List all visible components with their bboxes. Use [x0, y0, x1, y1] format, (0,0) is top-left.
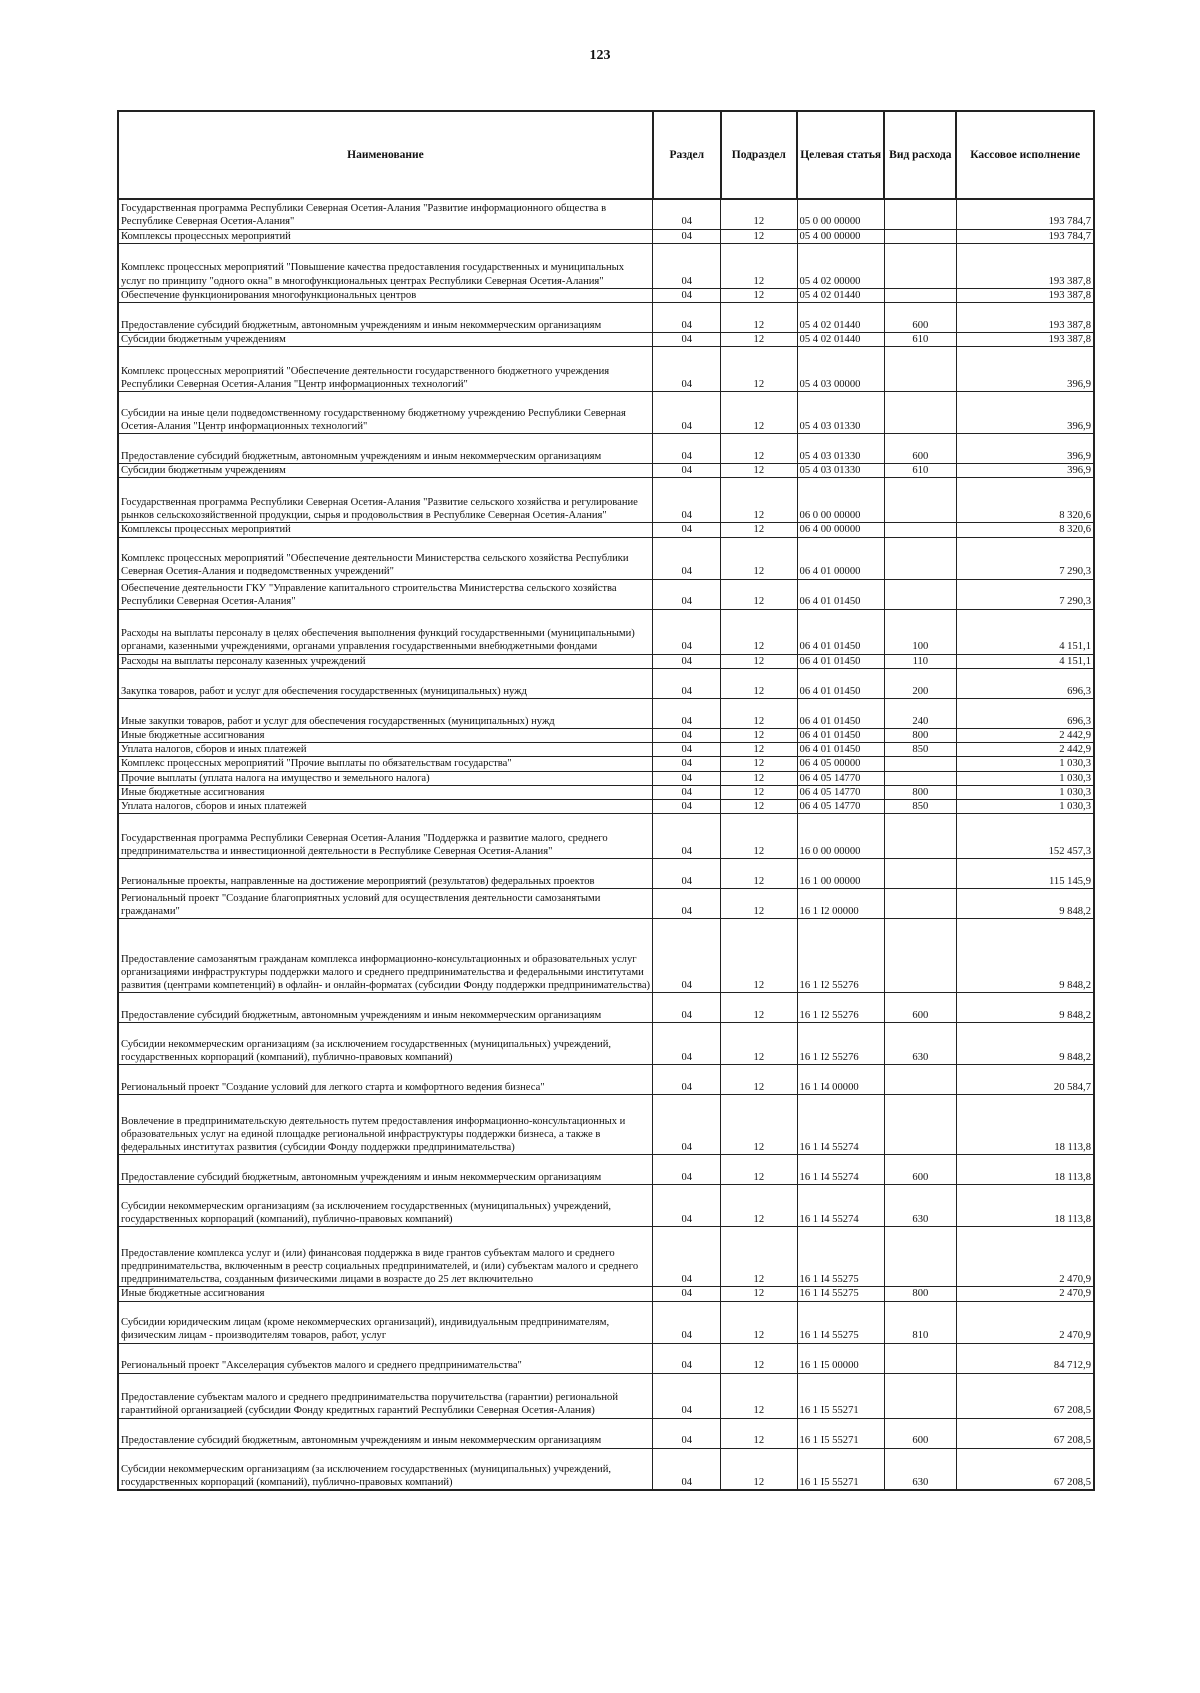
cell-execution: 20 584,7	[956, 1065, 1094, 1095]
cell-name: Иные закупки товаров, работ и услуг для обеспечения государственных (муниципальных) нужд	[118, 698, 653, 728]
cell-execution: 2 470,9	[956, 1227, 1094, 1287]
cell-section: 04	[653, 1227, 721, 1287]
cell-section: 04	[653, 1343, 721, 1373]
cell-subsection: 12	[721, 919, 797, 993]
cell-execution: 193 784,7	[956, 199, 1094, 229]
cell-section: 04	[653, 1373, 721, 1418]
cell-name: Субсидии некоммерческим организациям (за исключением государственных (муниципальных) учреждений, государственных корпораций (компаний), публично-правовых компаний)	[118, 1448, 653, 1490]
cell-expense-type: 630	[884, 1185, 956, 1227]
table-row	[118, 347, 1094, 392]
cell-subsection: 12	[721, 434, 797, 464]
cell-execution: 2 470,9	[956, 1301, 1094, 1343]
cell-expense-type: 850	[884, 743, 956, 757]
table-row	[118, 1227, 1094, 1287]
cell-name: Субсидии некоммерческим организациям (за исключением государственных (муниципальных) учреждений, государственных корпораций (компаний), публично-правовых компаний)	[118, 1023, 653, 1065]
table-row	[118, 1023, 1094, 1065]
cell-expense-type: 100	[884, 609, 956, 654]
cell-target-article: 05 4 00 00000	[797, 229, 884, 243]
cell-name: Комплекс процессных мероприятий "Обеспечение деятельности государственного бюджетного учреждения Республики Северная Осетия-Алания "Центр информационных технологий"	[118, 347, 653, 392]
cell-section: 04	[653, 814, 721, 859]
table-row	[118, 229, 1094, 243]
cell-execution: 1 030,3	[956, 800, 1094, 814]
cell-target-article: 06 4 00 00000	[797, 523, 884, 537]
cell-execution: 1 030,3	[956, 785, 1094, 799]
cell-section: 04	[653, 392, 721, 434]
table-row	[118, 392, 1094, 434]
cell-target-article: 16 1 I4 55274	[797, 1155, 884, 1185]
cell-execution: 396,9	[956, 347, 1094, 392]
cell-subsection: 12	[721, 889, 797, 919]
cell-name: Иные бюджетные ассигнования	[118, 728, 653, 742]
cell-name: Субсидии некоммерческим организациям (за исключением государственных (муниципальных) учреждений, государственных корпораций (компаний), публично-правовых компаний)	[118, 1185, 653, 1227]
cell-execution: 84 712,9	[956, 1343, 1094, 1373]
cell-name: Уплата налогов, сборов и иных платежей	[118, 800, 653, 814]
table-row	[118, 889, 1094, 919]
cell-expense-type: 600	[884, 302, 956, 332]
cell-expense-type: 630	[884, 1448, 956, 1490]
cell-name: Предоставление самозанятым гражданам комплекса информационно-консультационных и образовательных услуг организациями инфраструктуры поддержки малого и среднего предпринимательства и федеральными институтами развития (центрами компетенций) в офлайн- и онлайн-форматах (субсидии Фонду поддержки предпринимательства)	[118, 919, 653, 993]
cell-section: 04	[653, 757, 721, 771]
cell-execution: 696,3	[956, 698, 1094, 728]
cell-expense-type	[884, 537, 956, 579]
cell-subsection: 12	[721, 392, 797, 434]
cell-target-article: 05 4 02 01440	[797, 288, 884, 302]
cell-subsection: 12	[721, 1418, 797, 1448]
table-row	[118, 728, 1094, 742]
cell-subsection: 12	[721, 1301, 797, 1343]
cell-name: Предоставление субсидий бюджетным, автономным учреждениям и иным некоммерческим организациям	[118, 1418, 653, 1448]
cell-subsection: 12	[721, 347, 797, 392]
cell-target-article: 16 1 I4 55275	[797, 1287, 884, 1301]
cell-execution: 1 030,3	[956, 757, 1094, 771]
cell-name: Иные бюджетные ассигнования	[118, 1287, 653, 1301]
table-row	[118, 523, 1094, 537]
cell-section: 04	[653, 668, 721, 698]
cell-target-article: 06 4 05 00000	[797, 757, 884, 771]
table-row	[118, 1185, 1094, 1227]
cell-subsection: 12	[721, 668, 797, 698]
cell-subsection: 12	[721, 1065, 797, 1095]
cell-section: 04	[653, 537, 721, 579]
cell-target-article: 06 4 05 14770	[797, 800, 884, 814]
cell-name: Уплата налогов, сборов и иных платежей	[118, 743, 653, 757]
cell-execution: 193 387,8	[956, 243, 1094, 288]
cell-section: 04	[653, 464, 721, 478]
cell-subsection: 12	[721, 288, 797, 302]
cell-expense-type	[884, 1065, 956, 1095]
cell-name: Предоставление субсидий бюджетным, автономным учреждениям и иным некоммерческим организациям	[118, 993, 653, 1023]
cell-section: 04	[653, 434, 721, 464]
table-row	[118, 859, 1094, 889]
cell-expense-type: 600	[884, 1155, 956, 1185]
cell-expense-type	[884, 889, 956, 919]
cell-name: Субсидии бюджетным учреждениям	[118, 332, 653, 346]
table-row	[118, 288, 1094, 302]
table-row	[118, 1065, 1094, 1095]
cell-expense-type	[884, 347, 956, 392]
cell-subsection: 12	[721, 1095, 797, 1155]
cell-execution: 396,9	[956, 434, 1094, 464]
table-row	[118, 609, 1094, 654]
cell-section: 04	[653, 288, 721, 302]
cell-target-article: 16 1 I5 00000	[797, 1343, 884, 1373]
cell-expense-type: 600	[884, 1418, 956, 1448]
cell-section: 04	[653, 1065, 721, 1095]
cell-execution: 9 848,2	[956, 919, 1094, 993]
table-row	[118, 478, 1094, 523]
table-row	[118, 654, 1094, 668]
cell-section: 04	[653, 728, 721, 742]
cell-execution: 18 113,8	[956, 1185, 1094, 1227]
cell-section: 04	[653, 919, 721, 993]
cell-name: Субсидии юридическим лицам (кроме некоммерческих организаций), индивидуальным предпринимателям, физическим лицам - производителям товаров, работ, услуг	[118, 1301, 653, 1343]
header-name: Наименование	[118, 111, 653, 199]
table-row	[118, 579, 1094, 609]
cell-expense-type: 110	[884, 654, 956, 668]
cell-name: Комплекс процессных мероприятий "Повышение качества предоставления государственных и муниципальных услуг по принципу "одного окна" в многофункциональных центрах Республики Северная Осетия-Алания"	[118, 243, 653, 288]
cell-execution: 193 784,7	[956, 229, 1094, 243]
header-section: Раздел	[653, 111, 721, 199]
page-number: 123	[589, 48, 611, 63]
cell-expense-type: 850	[884, 800, 956, 814]
cell-section: 04	[653, 609, 721, 654]
cell-name: Расходы на выплаты персоналу казенных учреждений	[118, 654, 653, 668]
cell-expense-type: 600	[884, 993, 956, 1023]
cell-subsection: 12	[721, 302, 797, 332]
cell-name: Обеспечение деятельности ГКУ "Управление капитального строительства Министерства сельского хозяйства Республики Северная Осетия-Алания"	[118, 579, 653, 609]
cell-target-article: 06 4 01 01450	[797, 743, 884, 757]
cell-target-article: 05 4 03 01330	[797, 464, 884, 478]
cell-execution: 18 113,8	[956, 1095, 1094, 1155]
cell-subsection: 12	[721, 1343, 797, 1373]
table-row	[118, 771, 1094, 785]
cell-section: 04	[653, 229, 721, 243]
table-row	[118, 743, 1094, 757]
cell-target-article: 16 1 I4 55275	[797, 1301, 884, 1343]
cell-subsection: 12	[721, 229, 797, 243]
header-target-article: Целевая статья	[797, 111, 884, 199]
cell-expense-type	[884, 478, 956, 523]
cell-subsection: 12	[721, 771, 797, 785]
cell-section: 04	[653, 579, 721, 609]
cell-subsection: 12	[721, 785, 797, 799]
cell-name: Комплекс процессных мероприятий "Обеспечение деятельности Министерства сельского хозяйства Республики Северная Осетия-Алания и подведомственных учреждений"	[118, 537, 653, 579]
cell-expense-type: 610	[884, 332, 956, 346]
cell-expense-type: 800	[884, 785, 956, 799]
cell-section: 04	[653, 1185, 721, 1227]
cell-section: 04	[653, 1301, 721, 1343]
table-row	[118, 1418, 1094, 1448]
cell-execution: 193 387,8	[956, 302, 1094, 332]
cell-execution: 1 030,3	[956, 771, 1094, 785]
cell-section: 04	[653, 243, 721, 288]
cell-target-article: 06 4 01 01450	[797, 654, 884, 668]
cell-name: Государственная программа Республики Северная Осетия-Алания "Поддержка и развитие малого, среднего предпринимательства и инвестиционной деятельности в Республике Северная Осетия-Алания"	[118, 814, 653, 859]
cell-subsection: 12	[721, 728, 797, 742]
cell-expense-type	[884, 229, 956, 243]
cell-section: 04	[653, 993, 721, 1023]
cell-expense-type	[884, 771, 956, 785]
cell-expense-type: 600	[884, 434, 956, 464]
header-execution: Кассовое исполнение	[956, 111, 1094, 199]
table-row	[118, 434, 1094, 464]
cell-subsection: 12	[721, 1227, 797, 1287]
cell-expense-type	[884, 243, 956, 288]
cell-name: Комплексы процессных мероприятий	[118, 523, 653, 537]
table-row	[118, 1343, 1094, 1373]
cell-execution: 7 290,3	[956, 579, 1094, 609]
cell-section: 04	[653, 1287, 721, 1301]
cell-subsection: 12	[721, 1155, 797, 1185]
cell-expense-type: 200	[884, 668, 956, 698]
cell-expense-type: 800	[884, 728, 956, 742]
cell-expense-type: 630	[884, 1023, 956, 1065]
cell-name: Комплекс процессных мероприятий "Прочие выплаты по обязательствам государства"	[118, 757, 653, 771]
cell-subsection: 12	[721, 609, 797, 654]
cell-target-article: 16 1 I2 55276	[797, 919, 884, 993]
cell-execution: 2 442,9	[956, 743, 1094, 757]
cell-subsection: 12	[721, 523, 797, 537]
table-row	[118, 464, 1094, 478]
cell-execution: 115 145,9	[956, 859, 1094, 889]
cell-target-article: 06 0 00 00000	[797, 478, 884, 523]
cell-target-article: 06 4 01 01450	[797, 728, 884, 742]
cell-subsection: 12	[721, 464, 797, 478]
table-row	[118, 1095, 1094, 1155]
cell-execution: 18 113,8	[956, 1155, 1094, 1185]
header-expense-type: Вид расхода	[884, 111, 956, 199]
cell-section: 04	[653, 523, 721, 537]
cell-target-article: 06 4 01 01450	[797, 579, 884, 609]
cell-execution: 193 387,8	[956, 332, 1094, 346]
table-row	[118, 668, 1094, 698]
cell-subsection: 12	[721, 1373, 797, 1418]
cell-section: 04	[653, 1155, 721, 1185]
cell-section: 04	[653, 332, 721, 346]
cell-name: Комплексы процессных мероприятий	[118, 229, 653, 243]
cell-subsection: 12	[721, 537, 797, 579]
cell-section: 04	[653, 302, 721, 332]
cell-target-article: 16 1 I4 00000	[797, 1065, 884, 1095]
cell-execution: 2 470,9	[956, 1287, 1094, 1301]
table-row	[118, 1301, 1094, 1343]
cell-section: 04	[653, 347, 721, 392]
cell-section: 04	[653, 859, 721, 889]
cell-name: Обеспечение функционирования многофункциональных центров	[118, 288, 653, 302]
cell-execution: 7 290,3	[956, 537, 1094, 579]
cell-target-article: 16 1 I4 55274	[797, 1095, 884, 1155]
table-row	[118, 302, 1094, 332]
cell-name: Расходы на выплаты персоналу в целях обеспечения выполнения функций государственными (муниципальными) органами, казенными учреждениями, органами управления государственными внебюджетными фондами	[118, 609, 653, 654]
cell-name: Региональный проект "Акселерация субъектов малого и среднего предпринимательства"	[118, 1343, 653, 1373]
cell-target-article: 05 4 02 01440	[797, 332, 884, 346]
cell-subsection: 12	[721, 243, 797, 288]
cell-expense-type	[884, 523, 956, 537]
cell-target-article: 16 1 I5 55271	[797, 1373, 884, 1418]
cell-section: 04	[653, 1095, 721, 1155]
cell-name: Государственная программа Республики Северная Осетия-Алания "Развитие информационного общества в Республике Северная Осетия-Алания"	[118, 199, 653, 229]
cell-expense-type	[884, 199, 956, 229]
cell-target-article: 06 4 01 00000	[797, 537, 884, 579]
cell-section: 04	[653, 743, 721, 757]
cell-subsection: 12	[721, 579, 797, 609]
cell-section: 04	[653, 478, 721, 523]
cell-execution: 2 442,9	[956, 728, 1094, 742]
cell-target-article: 06 4 05 14770	[797, 771, 884, 785]
table-row	[118, 1373, 1094, 1418]
cell-target-article: 05 4 03 01330	[797, 392, 884, 434]
cell-subsection: 12	[721, 332, 797, 346]
cell-subsection: 12	[721, 698, 797, 728]
table-row	[118, 993, 1094, 1023]
cell-subsection: 12	[721, 199, 797, 229]
cell-subsection: 12	[721, 814, 797, 859]
cell-execution: 67 208,5	[956, 1373, 1094, 1418]
cell-execution: 193 387,8	[956, 288, 1094, 302]
cell-execution: 152 457,3	[956, 814, 1094, 859]
table-row	[118, 1155, 1094, 1185]
cell-name: Региональный проект "Создание условий для легкого старта и комфортного ведения бизнеса"	[118, 1065, 653, 1095]
cell-name: Региональный проект "Создание благоприятных условий для осуществления деятельности самозанятыми гражданами"	[118, 889, 653, 919]
cell-expense-type: 240	[884, 698, 956, 728]
cell-expense-type	[884, 919, 956, 993]
cell-execution: 67 208,5	[956, 1418, 1094, 1448]
cell-section: 04	[653, 889, 721, 919]
budget-execution-table	[117, 110, 1095, 1491]
cell-target-article: 16 1 I4 55275	[797, 1227, 884, 1287]
table-row	[118, 785, 1094, 799]
cell-expense-type: 800	[884, 1287, 956, 1301]
cell-name: Предоставление субсидий бюджетным, автономным учреждениям и иным некоммерческим организациям	[118, 1155, 653, 1185]
table-row	[118, 199, 1094, 229]
table-row	[118, 1448, 1094, 1490]
cell-expense-type	[884, 859, 956, 889]
table-row	[118, 1287, 1094, 1301]
cell-target-article: 06 4 01 01450	[797, 698, 884, 728]
table-row	[118, 757, 1094, 771]
cell-name: Предоставление субсидий бюджетным, автономным учреждениям и иным некоммерческим организациям	[118, 302, 653, 332]
cell-section: 04	[653, 800, 721, 814]
cell-name: Иные бюджетные ассигнования	[118, 785, 653, 799]
cell-subsection: 12	[721, 859, 797, 889]
cell-section: 04	[653, 698, 721, 728]
cell-execution: 4 151,1	[956, 654, 1094, 668]
cell-target-article: 16 1 I5 55271	[797, 1448, 884, 1490]
cell-subsection: 12	[721, 800, 797, 814]
cell-target-article: 16 1 I2 55276	[797, 1023, 884, 1065]
cell-target-article: 05 0 00 00000	[797, 199, 884, 229]
cell-target-article: 06 4 05 14770	[797, 785, 884, 799]
cell-target-article: 06 4 01 01450	[797, 668, 884, 698]
cell-section: 04	[653, 1418, 721, 1448]
cell-subsection: 12	[721, 743, 797, 757]
cell-name: Государственная программа Республики Северная Осетия-Алания "Развитие сельского хозяйства и регулирование рынков сельскохозяйственной продукции, сырья и продовольствия в Республике Северная Осетия-Алания"	[118, 478, 653, 523]
cell-target-article: 16 0 00 00000	[797, 814, 884, 859]
table-row	[118, 698, 1094, 728]
cell-subsection: 12	[721, 1287, 797, 1301]
cell-name: Предоставление субъектам малого и среднего предпринимательства поручительства (гарантии) региональной гарантийной организацией (субсидии Фонду кредитных гарантий Республики Северная Осетия-Алания)	[118, 1373, 653, 1418]
cell-execution: 696,3	[956, 668, 1094, 698]
cell-target-article: 16 1 I4 55274	[797, 1185, 884, 1227]
cell-expense-type	[884, 1227, 956, 1287]
cell-target-article: 06 4 01 01450	[797, 609, 884, 654]
cell-name: Закупка товаров, работ и услуг для обеспечения государственных (муниципальных) нужд	[118, 668, 653, 698]
table-row	[118, 814, 1094, 859]
cell-subsection: 12	[721, 993, 797, 1023]
cell-name: Вовлечение в предпринимательскую деятельность путем предоставления информационно-консультационных и образовательных услуг на единой площадке региональной инфраструктуры поддержки бизнеса, а также в федеральных институтах развития (субсидии Фонду поддержки предпринимательства)	[118, 1095, 653, 1155]
cell-section: 04	[653, 654, 721, 668]
cell-section: 04	[653, 199, 721, 229]
cell-target-article: 16 1 00 00000	[797, 859, 884, 889]
cell-expense-type	[884, 392, 956, 434]
cell-target-article: 05 4 02 01440	[797, 302, 884, 332]
cell-subsection: 12	[721, 1023, 797, 1065]
cell-execution: 396,9	[956, 392, 1094, 434]
cell-subsection: 12	[721, 1185, 797, 1227]
cell-name: Субсидии бюджетным учреждениям	[118, 464, 653, 478]
cell-expense-type	[884, 1343, 956, 1373]
cell-name: Субсидии на иные цели подведомственному государственному бюджетному учреждению Республики Северная Осетия-Алания "Центр информационных технологий"	[118, 392, 653, 434]
cell-subsection: 12	[721, 1448, 797, 1490]
cell-subsection: 12	[721, 478, 797, 523]
table-row	[118, 243, 1094, 288]
table-header-row	[118, 111, 1094, 199]
cell-execution: 8 320,6	[956, 523, 1094, 537]
table-row	[118, 800, 1094, 814]
table-body	[118, 199, 1094, 1490]
cell-name: Предоставление субсидий бюджетным, автономным учреждениям и иным некоммерческим организациям	[118, 434, 653, 464]
cell-subsection: 12	[721, 757, 797, 771]
table-row	[118, 919, 1094, 993]
cell-target-article: 16 1 I5 55271	[797, 1418, 884, 1448]
cell-target-article: 05 4 03 01330	[797, 434, 884, 464]
cell-expense-type	[884, 814, 956, 859]
cell-expense-type	[884, 1095, 956, 1155]
cell-execution: 8 320,6	[956, 478, 1094, 523]
cell-target-article: 16 1 I2 55276	[797, 993, 884, 1023]
cell-execution: 67 208,5	[956, 1448, 1094, 1490]
cell-expense-type: 610	[884, 464, 956, 478]
cell-target-article: 05 4 02 00000	[797, 243, 884, 288]
cell-expense-type: 810	[884, 1301, 956, 1343]
cell-execution: 9 848,2	[956, 993, 1094, 1023]
table-row	[118, 537, 1094, 579]
cell-section: 04	[653, 1023, 721, 1065]
cell-execution: 9 848,2	[956, 889, 1094, 919]
table-row	[118, 332, 1094, 346]
cell-name: Прочие выплаты (уплата налога на имущество и земельного налога)	[118, 771, 653, 785]
cell-target-article: 05 4 03 00000	[797, 347, 884, 392]
cell-expense-type	[884, 579, 956, 609]
cell-execution: 396,9	[956, 464, 1094, 478]
cell-section: 04	[653, 771, 721, 785]
cell-subsection: 12	[721, 654, 797, 668]
cell-execution: 4 151,1	[956, 609, 1094, 654]
cell-expense-type	[884, 1373, 956, 1418]
cell-section: 04	[653, 1448, 721, 1490]
cell-name: Региональные проекты, направленные на достижение мероприятий (результатов) федеральных проектов	[118, 859, 653, 889]
cell-execution: 9 848,2	[956, 1023, 1094, 1065]
cell-section: 04	[653, 785, 721, 799]
cell-expense-type	[884, 757, 956, 771]
cell-expense-type	[884, 288, 956, 302]
cell-name: Предоставление комплекса услуг и (или) финансовая поддержка в виде грантов субъектам малого и среднего предпринимательства, включенным в реестр социальных предпринимателей, и (или) субъектам малого и среднего предпринимательства, созданным физическими лицами в возрасте до 25 лет включительно	[118, 1227, 653, 1287]
cell-target-article: 16 1 I2 00000	[797, 889, 884, 919]
header-subsection: Подраздел	[721, 111, 797, 199]
